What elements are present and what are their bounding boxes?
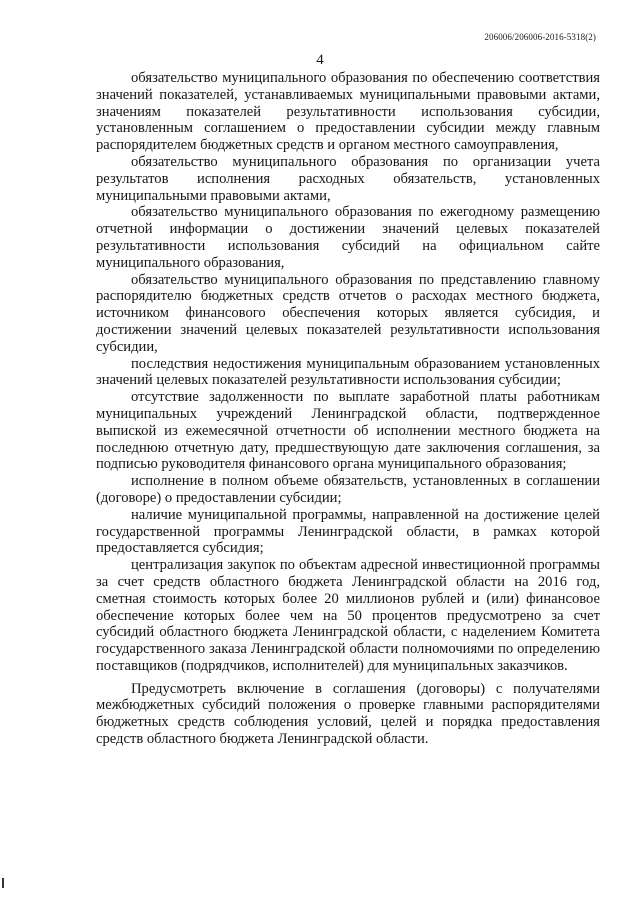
paragraph: обязательство муниципального образования по организации учета результатов исполнения расходных обязательств, установленных муниципальными правовыми актами, [96,153,600,204]
paragraph: последствия недостижения муниципальным образованием установленных значений целевых показателей результативности использования субсидии; [96,355,600,389]
scan-edge-mark [2,878,4,888]
paragraph: исполнение в полном объеме обязательств, установленных в соглашении (договоре) о предоставлении субсидии; [96,473,600,506]
paragraph: наличие муниципальной программы, направленной на достижение целей государственной программы Ленинградской области, в рамках которой предоставляется субсидия; [96,506,600,557]
document-id: 206006/206006-2016-5318(2) [484,32,596,42]
paragraph: Предусмотреть включение в соглашения (договоры) с получателями межбюджетных субсидий положения о проверке главными распорядителями бюджетных средств соблюдения условий, целей и порядка предоставления средств областного бюджета Ленинградской области. [96,680,600,748]
paragraph: обязательство муниципального образования по ежегодному размещению отчетной информации о достижении значений целевых показателей результативности использования субсидий на официальном сайте муниципального образования, [96,204,600,271]
paragraph: отсутствие задолженности по выплате заработной платы работникам муниципальных учреждений Ленинградской области, подтвержденное выпиской из ежемесячной отчетности об исполнении местного бюджета на последнюю отчетную дату, предшествующую дате заключения соглашения, за подписью руководителя финансового органа муниципального образования; [96,389,600,473]
document-body [96,70,600,748]
paragraph: обязательство муниципального образования по обеспечению соответствия значений показателей, устанавливаемых муниципальными правовыми актами, значениям показателей результативности использования субсидии, установленным соглашением о предоставлении субсидии между главным распорядителем бюджетных средств и органом местного самоуправления, [96,70,600,154]
paragraph: централизация закупок по объектам адресной инвестиционной программы за счет средств областного бюджета Ленинградской области на 2016 год, сметная стоимость которых более 20 миллионов рублей и (или) финансовое обеспечение которых более чем на 50 процентов предусмотрено за счет субсидий областного бюджета Ленинградской области, с наделением Комитета государственного заказа Ленинградской области полномочиями по определению поставщиков (подрядчиков, исполнителей) для муниципальных заказчиков. [96,557,600,674]
paragraph: обязательство муниципального образования по представлению главному распорядителю бюджетных средств отчетов о расходах местного бюджета, источником финансового обеспечения которых является субсидия, и достижении значений целевых показателей результативности использования субсидии, [96,271,600,355]
page-number: 4 [316,52,324,68]
